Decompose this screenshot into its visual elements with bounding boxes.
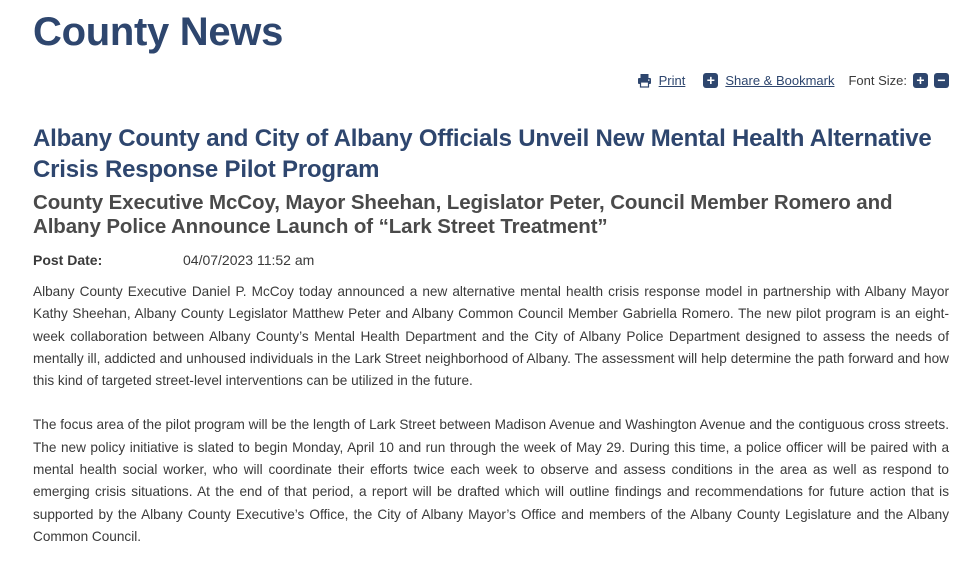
article-subheadline: County Executive McCoy, Mayor Sheehan, Legislator Peter, Council Member Romero and Albany Police Announce Launch of “Lark Street Treatment”: [33, 191, 893, 238]
post-date-label: Post Date:: [33, 252, 103, 268]
font-size-decrease-button[interactable]: −: [934, 73, 949, 88]
font-size-increase-button[interactable]: +: [913, 73, 928, 88]
article-paragraph: The focus area of the pilot program will be the length of Lark Street between Madison Avenue and Washington Avenue and the contiguous cross streets. The new policy initiative is slated to begin Monday, April 10 and run through the week of May 29. During this time, a police officer will be paired with a mental health social worker, who will coordinate their efforts twice each week to observe and assess conditions in the area as well as respond to emerging crisis situations. At the end of that period, a report will be drafted which will outline findings and recommendations for future action that is supported by the Albany County Executive’s Office, the City of Albany Mayor’s Office and members of the Albany County Legislature and the Albany Common Council.: [33, 417, 949, 544]
post-date-value: 04/07/2023 11:52 am: [183, 252, 315, 268]
article-tools: [637, 70, 949, 90]
plus-icon: +: [703, 73, 718, 88]
print-link[interactable]: [637, 73, 686, 88]
share-bookmark-link[interactable]: [703, 73, 834, 88]
article-paragraph: Albany County Executive Daniel P. McCoy today announced a new alternative mental health crisis response model in partnership with Albany Mayor Kathy Sheehan, Albany County Legislator Matthew Peter and Albany Common Council Member Gabriella Romero. The new pilot program is an eight-week collaboration between Albany County’s Mental Health Department and the City of Albany Police Department designed to assess the needs of mentally ill, addicted and unhoused individuals in the Lark Street neighborhood of Albany. The assessment will help determine the path forward and how this kind of targeted street-level interventions can be utilized in the future.: [33, 284, 949, 389]
print-label: Print: [658, 72, 686, 88]
post-date: [33, 250, 314, 270]
article-headline: Albany County and City of Albany Officials Unveil New Mental Health Alternative Crisis Response Pilot Program: [33, 125, 932, 183]
printer-icon: [637, 73, 652, 88]
font-size-label: Font Size:: [848, 72, 907, 88]
article-body: [33, 281, 949, 570]
share-bookmark-label: Share & Bookmark: [725, 72, 835, 88]
page-title: County News: [33, 10, 284, 54]
